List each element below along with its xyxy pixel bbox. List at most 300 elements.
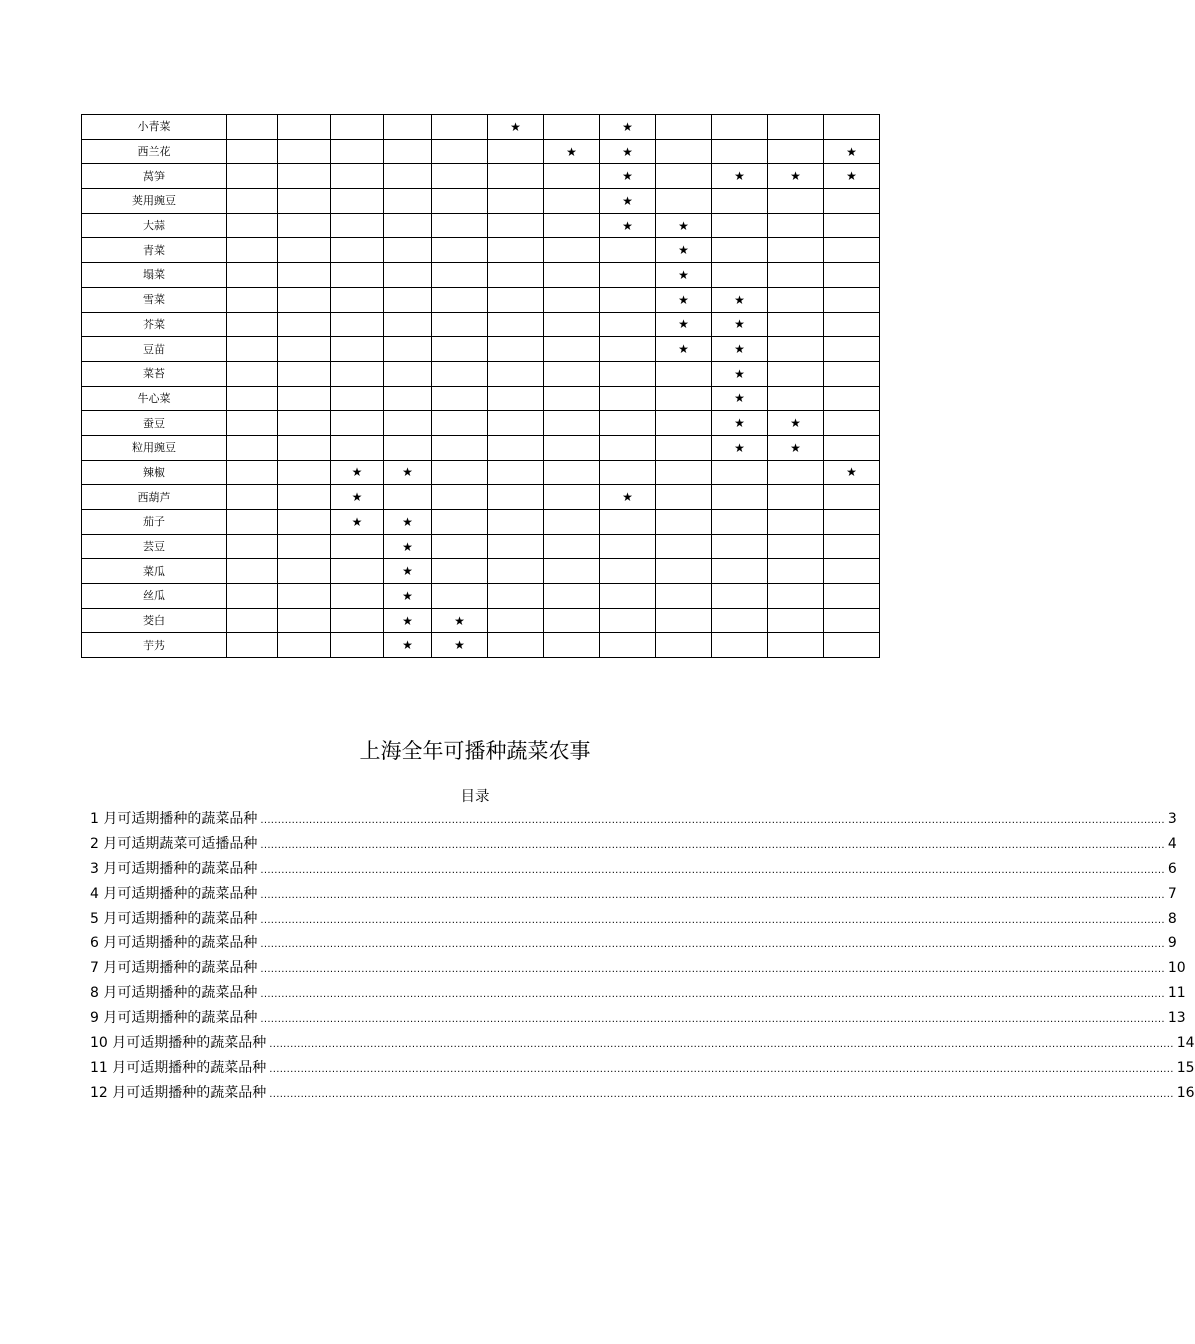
toc-entry-label: 9 月可适期播种的蔬菜品种 [90, 1010, 258, 1027]
empty-cell [432, 411, 488, 436]
empty-cell [712, 263, 768, 288]
empty-cell [488, 189, 544, 214]
empty-cell [712, 189, 768, 214]
toc-entry[interactable] [90, 858, 1177, 883]
toc-entry-label: 4 月可适期播种的蔬菜品种 [90, 885, 258, 902]
empty-cell [768, 608, 824, 633]
empty-cell [824, 633, 880, 658]
empty-cell [768, 115, 824, 140]
star-mark-cell: ★ [600, 139, 656, 164]
empty-cell [278, 312, 331, 337]
empty-cell [227, 485, 278, 510]
empty-cell [278, 386, 331, 411]
empty-cell [278, 633, 331, 658]
empty-cell [227, 534, 278, 559]
empty-cell [544, 213, 600, 238]
empty-cell [824, 386, 880, 411]
empty-cell [278, 213, 331, 238]
sowing-calendar-table [81, 114, 880, 658]
star-mark-cell: ★ [656, 263, 712, 288]
empty-cell [432, 287, 488, 312]
toc-entry-page-number: 8 [1167, 910, 1177, 927]
toc-dot-leader: .................................................................................................................................................................................................................................................................... [260, 964, 1165, 976]
empty-cell [544, 337, 600, 362]
empty-cell [488, 411, 544, 436]
toc-dot-leader: .................................................................................................................................................................................................................................................................... [260, 889, 1165, 901]
star-mark-cell: ★ [712, 164, 768, 189]
empty-cell [331, 435, 384, 460]
vegetable-name-cell: 豆苗 [82, 337, 227, 362]
empty-cell [227, 337, 278, 362]
empty-cell [488, 633, 544, 658]
empty-cell [331, 189, 384, 214]
empty-cell [384, 115, 432, 140]
empty-cell [331, 312, 384, 337]
toc-dot-leader: .................................................................................................................................................................................................................................................................... [260, 1014, 1165, 1026]
toc-heading: 目录 [460, 789, 490, 805]
empty-cell [768, 213, 824, 238]
empty-cell [656, 633, 712, 658]
empty-cell [544, 312, 600, 337]
empty-cell [331, 263, 384, 288]
toc-dot-leader: .................................................................................................................................................................................................................................................................... [269, 1088, 1174, 1100]
vegetable-name-cell: 丝瓜 [82, 584, 227, 609]
empty-cell [768, 189, 824, 214]
vegetable-name-cell: 芥菜 [82, 312, 227, 337]
empty-cell [544, 460, 600, 485]
table-row [82, 361, 880, 386]
star-mark-cell: ★ [544, 139, 600, 164]
empty-cell [768, 263, 824, 288]
empty-cell [278, 534, 331, 559]
star-mark-cell: ★ [384, 633, 432, 658]
empty-cell [278, 287, 331, 312]
empty-cell [656, 460, 712, 485]
toc-dot-leader: .................................................................................................................................................................................................................................................................... [260, 839, 1165, 851]
empty-cell [600, 460, 656, 485]
empty-cell [712, 559, 768, 584]
empty-cell [331, 534, 384, 559]
star-mark-cell: ★ [432, 633, 488, 658]
empty-cell [331, 213, 384, 238]
empty-cell [488, 510, 544, 535]
empty-cell [656, 361, 712, 386]
vegetable-name-cell: 菜苔 [82, 361, 227, 386]
star-mark-cell: ★ [384, 608, 432, 633]
toc-dot-leader: .................................................................................................................................................................................................................................................................... [260, 939, 1165, 951]
empty-cell [544, 411, 600, 436]
empty-cell [488, 337, 544, 362]
empty-cell [600, 559, 656, 584]
empty-cell [432, 263, 488, 288]
empty-cell [227, 139, 278, 164]
empty-cell [384, 164, 432, 189]
empty-cell [824, 559, 880, 584]
empty-cell [824, 287, 880, 312]
vegetable-name-cell: 塌菜 [82, 263, 227, 288]
empty-cell [824, 485, 880, 510]
empty-cell [824, 361, 880, 386]
empty-cell [600, 312, 656, 337]
empty-cell [384, 361, 432, 386]
empty-cell [384, 435, 432, 460]
empty-cell [331, 115, 384, 140]
empty-cell [384, 213, 432, 238]
empty-cell [227, 238, 278, 263]
star-mark-cell: ★ [768, 164, 824, 189]
empty-cell [278, 115, 331, 140]
empty-cell [432, 386, 488, 411]
empty-cell [768, 361, 824, 386]
empty-cell [768, 559, 824, 584]
star-mark-cell: ★ [768, 435, 824, 460]
empty-cell [824, 534, 880, 559]
empty-cell [432, 435, 488, 460]
empty-cell [384, 189, 432, 214]
empty-cell [227, 608, 278, 633]
vegetable-name-cell: 莴笋 [82, 164, 227, 189]
table-row [82, 460, 880, 485]
empty-cell [384, 411, 432, 436]
toc-entry-page-number: 7 [1167, 885, 1177, 902]
star-mark-cell: ★ [712, 361, 768, 386]
vegetable-name-cell: 辣椒 [82, 460, 227, 485]
toc-entry-page-number: 15 [1176, 1059, 1195, 1076]
empty-cell [600, 361, 656, 386]
toc-entry-page-number: 11 [1167, 985, 1186, 1002]
empty-cell [432, 115, 488, 140]
empty-cell [278, 238, 331, 263]
empty-cell [544, 510, 600, 535]
empty-cell [278, 435, 331, 460]
empty-cell [331, 287, 384, 312]
empty-cell [331, 411, 384, 436]
empty-cell [488, 460, 544, 485]
empty-cell [331, 584, 384, 609]
empty-cell [544, 485, 600, 510]
table-row [82, 386, 880, 411]
toc-entry-page-number: 6 [1167, 860, 1177, 877]
toc-entry-page-number: 16 [1176, 1084, 1195, 1101]
table-row [82, 164, 880, 189]
table-row [82, 312, 880, 337]
table-row [82, 189, 880, 214]
empty-cell [432, 559, 488, 584]
empty-cell [227, 287, 278, 312]
star-mark-cell: ★ [712, 435, 768, 460]
empty-cell [432, 189, 488, 214]
toc-entry[interactable] [90, 1007, 1186, 1032]
empty-cell [432, 213, 488, 238]
empty-cell [227, 213, 278, 238]
table-row [82, 287, 880, 312]
toc-entry-page-number: 4 [1167, 835, 1177, 852]
empty-cell [656, 584, 712, 609]
empty-cell [488, 139, 544, 164]
vegetable-name-cell: 芸豆 [82, 534, 227, 559]
vegetable-name-cell: 粒用豌豆 [82, 435, 227, 460]
star-mark-cell: ★ [331, 510, 384, 535]
empty-cell [768, 534, 824, 559]
star-mark-cell: ★ [384, 584, 432, 609]
empty-cell [432, 139, 488, 164]
empty-cell [384, 485, 432, 510]
empty-cell [278, 608, 331, 633]
vegetable-name-cell: 菜瓜 [82, 559, 227, 584]
empty-cell [432, 460, 488, 485]
empty-cell [278, 164, 331, 189]
empty-cell [824, 337, 880, 362]
empty-cell [278, 337, 331, 362]
empty-cell [824, 213, 880, 238]
empty-cell [331, 164, 384, 189]
empty-cell [656, 139, 712, 164]
empty-cell [544, 608, 600, 633]
star-mark-cell: ★ [712, 287, 768, 312]
empty-cell [227, 312, 278, 337]
star-mark-cell: ★ [600, 189, 656, 214]
empty-cell [384, 386, 432, 411]
empty-cell [278, 411, 331, 436]
empty-cell [600, 510, 656, 535]
table-row [82, 559, 880, 584]
empty-cell [768, 386, 824, 411]
empty-cell [488, 485, 544, 510]
empty-cell [824, 115, 880, 140]
toc-dot-leader: .................................................................................................................................................................................................................................................................... [269, 1039, 1174, 1051]
empty-cell [488, 287, 544, 312]
toc-entry[interactable] [90, 808, 1177, 833]
star-mark-cell: ★ [600, 115, 656, 140]
toc-entry-label: 11 月可适期播种的蔬菜品种 [90, 1059, 267, 1076]
toc-dot-leader: .................................................................................................................................................................................................................................................................... [260, 914, 1165, 926]
vegetable-name-cell: 茄子 [82, 510, 227, 535]
empty-cell [544, 559, 600, 584]
empty-cell [600, 534, 656, 559]
empty-cell [768, 584, 824, 609]
empty-cell [656, 411, 712, 436]
empty-cell [227, 386, 278, 411]
empty-cell [656, 510, 712, 535]
empty-cell [600, 337, 656, 362]
document-title: 上海全年可播种蔬菜农事 [359, 739, 591, 763]
empty-cell [768, 633, 824, 658]
toc-entry[interactable] [90, 1032, 1195, 1057]
table-row [82, 213, 880, 238]
empty-cell [712, 534, 768, 559]
empty-cell [712, 608, 768, 633]
empty-cell [656, 485, 712, 510]
empty-cell [488, 608, 544, 633]
empty-cell [278, 559, 331, 584]
empty-cell [768, 485, 824, 510]
empty-cell [227, 361, 278, 386]
empty-cell [656, 115, 712, 140]
toc-dot-leader: .................................................................................................................................................................................................................................................................... [269, 1063, 1174, 1075]
toc-entry-page-number: 9 [1167, 935, 1177, 952]
star-mark-cell: ★ [488, 115, 544, 140]
toc-entry-label: 5 月可适期播种的蔬菜品种 [90, 910, 258, 927]
star-mark-cell: ★ [656, 238, 712, 263]
empty-cell [227, 460, 278, 485]
empty-cell [278, 189, 331, 214]
empty-cell [600, 584, 656, 609]
empty-cell [384, 139, 432, 164]
empty-cell [544, 361, 600, 386]
empty-cell [488, 164, 544, 189]
vegetable-name-cell: 芋艿 [82, 633, 227, 658]
toc-entry[interactable] [90, 932, 1177, 957]
empty-cell [768, 460, 824, 485]
star-mark-cell: ★ [600, 213, 656, 238]
empty-cell [544, 238, 600, 263]
table-row [82, 510, 880, 535]
star-mark-cell: ★ [712, 386, 768, 411]
empty-cell [331, 386, 384, 411]
empty-cell [331, 337, 384, 362]
empty-cell [656, 164, 712, 189]
vegetable-name-cell: 西葫芦 [82, 485, 227, 510]
empty-cell [544, 534, 600, 559]
empty-cell [544, 633, 600, 658]
empty-cell [824, 263, 880, 288]
empty-cell [600, 263, 656, 288]
empty-cell [227, 115, 278, 140]
toc-entry[interactable] [90, 982, 1186, 1007]
toc-entry-label: 10 月可适期播种的蔬菜品种 [90, 1035, 267, 1052]
table-row [82, 337, 880, 362]
toc-entry[interactable] [90, 833, 1177, 858]
empty-cell [278, 361, 331, 386]
star-mark-cell: ★ [331, 460, 384, 485]
empty-cell [488, 238, 544, 263]
empty-cell [600, 633, 656, 658]
table-row [82, 633, 880, 658]
empty-cell [227, 263, 278, 288]
empty-cell [712, 460, 768, 485]
star-mark-cell: ★ [656, 337, 712, 362]
star-mark-cell: ★ [384, 534, 432, 559]
empty-cell [600, 386, 656, 411]
empty-cell [227, 411, 278, 436]
star-mark-cell: ★ [656, 312, 712, 337]
empty-cell [227, 584, 278, 609]
empty-cell [227, 559, 278, 584]
toc-entry-page-number: 13 [1167, 1010, 1186, 1027]
table-row [82, 411, 880, 436]
table-row [82, 115, 880, 140]
empty-cell [600, 238, 656, 263]
table-row [82, 485, 880, 510]
star-mark-cell: ★ [712, 337, 768, 362]
empty-cell [768, 510, 824, 535]
empty-cell [488, 312, 544, 337]
empty-cell [768, 287, 824, 312]
empty-cell [488, 559, 544, 584]
empty-cell [227, 164, 278, 189]
toc-entry-label: 1 月可适期播种的蔬菜品种 [90, 811, 258, 827]
toc-entry-label: 6 月可适期播种的蔬菜品种 [90, 935, 258, 952]
empty-cell [488, 213, 544, 238]
empty-cell [544, 263, 600, 288]
table-row [82, 534, 880, 559]
empty-cell [824, 312, 880, 337]
table-row [82, 263, 880, 288]
table-row [82, 435, 880, 460]
toc-entry-page-number: 3 [1167, 811, 1177, 827]
empty-cell [331, 633, 384, 658]
toc-entry-page-number: 10 [1167, 960, 1186, 977]
table-of-contents [90, 808, 1195, 1107]
empty-cell [544, 386, 600, 411]
empty-cell [824, 189, 880, 214]
star-mark-cell: ★ [384, 460, 432, 485]
toc-entry[interactable] [90, 957, 1186, 982]
star-mark-cell: ★ [712, 312, 768, 337]
empty-cell [824, 435, 880, 460]
star-mark-cell: ★ [656, 213, 712, 238]
empty-cell [384, 287, 432, 312]
star-mark-cell: ★ [432, 608, 488, 633]
vegetable-name-cell: 蚕豆 [82, 411, 227, 436]
empty-cell [331, 238, 384, 263]
empty-cell [824, 411, 880, 436]
star-mark-cell: ★ [600, 164, 656, 189]
empty-cell [227, 189, 278, 214]
empty-cell [331, 361, 384, 386]
star-mark-cell: ★ [768, 411, 824, 436]
empty-cell [824, 608, 880, 633]
empty-cell [824, 510, 880, 535]
star-mark-cell: ★ [712, 411, 768, 436]
empty-cell [278, 510, 331, 535]
empty-cell [712, 238, 768, 263]
empty-cell [432, 337, 488, 362]
empty-cell [600, 608, 656, 633]
toc-entry[interactable] [90, 883, 1177, 908]
empty-cell [600, 411, 656, 436]
table-row [82, 139, 880, 164]
empty-cell [544, 189, 600, 214]
empty-cell [712, 115, 768, 140]
toc-entry[interactable] [90, 1057, 1195, 1082]
empty-cell [432, 361, 488, 386]
toc-entry[interactable] [90, 908, 1177, 933]
star-mark-cell: ★ [656, 287, 712, 312]
empty-cell [824, 238, 880, 263]
star-mark-cell: ★ [824, 139, 880, 164]
toc-entry-label: 3 月可适期播种的蔬菜品种 [90, 860, 258, 877]
toc-entry-label: 8 月可适期播种的蔬菜品种 [90, 985, 258, 1002]
empty-cell [488, 361, 544, 386]
empty-cell [488, 584, 544, 609]
empty-cell [544, 164, 600, 189]
empty-cell [488, 435, 544, 460]
toc-dot-leader: .................................................................................................................................................................................................................................................................... [260, 864, 1165, 876]
empty-cell [712, 510, 768, 535]
empty-cell [432, 164, 488, 189]
vegetable-name-cell: 茭白 [82, 608, 227, 633]
toc-entry[interactable] [90, 1082, 1195, 1107]
empty-cell [544, 435, 600, 460]
empty-cell [656, 534, 712, 559]
empty-cell [600, 287, 656, 312]
toc-entry-label: 7 月可适期播种的蔬菜品种 [90, 960, 258, 977]
empty-cell [432, 534, 488, 559]
sowing-calendar-body [82, 115, 880, 658]
star-mark-cell: ★ [384, 559, 432, 584]
empty-cell [227, 435, 278, 460]
